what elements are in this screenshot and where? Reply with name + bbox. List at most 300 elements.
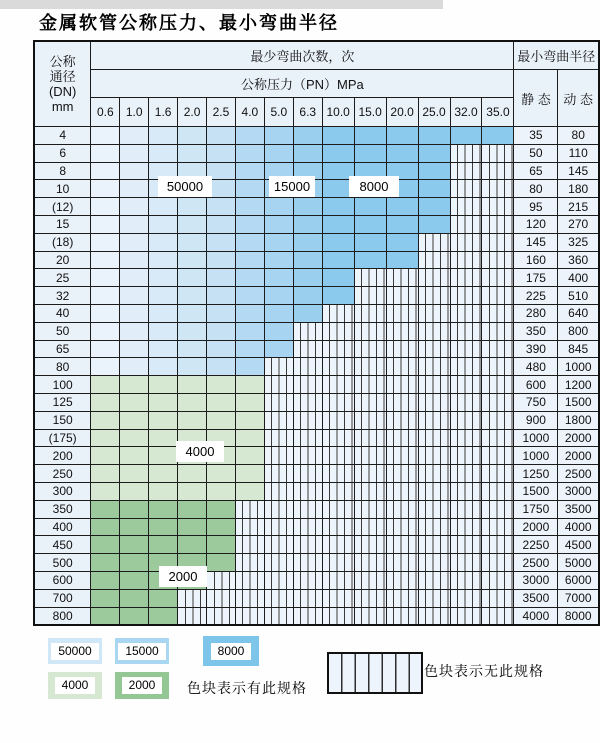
static-radius-value: 900 (514, 411, 558, 429)
spec-unavailable-cell (482, 251, 514, 269)
legend-swatch-4000 (48, 672, 102, 699)
spec-unavailable-cell (354, 518, 386, 536)
spec-available-cell (120, 571, 149, 589)
spec-available-cell (293, 215, 322, 233)
table-row (34, 482, 599, 500)
spec-available-cell (386, 251, 418, 269)
spec-unavailable-cell (418, 376, 450, 394)
legend-unavailable-note: 色块表示无此规格 (424, 663, 544, 679)
spec-unavailable-cell (450, 554, 482, 572)
spec-unavailable-cell (264, 518, 293, 536)
dn-cell: (175) (34, 429, 91, 447)
legend-available-note: 色块表示有此规格 (187, 680, 307, 696)
table-row (34, 251, 599, 269)
spec-available-cell (418, 127, 450, 145)
table-row (34, 411, 599, 429)
spec-unavailable-cell (418, 251, 450, 269)
spec-available-cell (235, 233, 264, 251)
spec-unavailable-cell (450, 322, 482, 340)
spec-available-cell (91, 411, 120, 429)
spec-available-cell (91, 554, 120, 572)
spec-unavailable-cell (235, 554, 264, 572)
spec-unavailable-cell (482, 482, 514, 500)
spec-unavailable-cell (386, 589, 418, 607)
spec-available-cell (178, 376, 207, 394)
table-row (34, 304, 599, 322)
spec-available-cell (149, 358, 178, 376)
spec-unavailable-cell (450, 482, 482, 500)
spec-available-cell (235, 447, 264, 465)
spec-available-cell (178, 536, 207, 554)
spec-available-cell (91, 287, 120, 305)
spec-unavailable-cell (264, 358, 293, 376)
spec-unavailable-cell (450, 144, 482, 162)
spec-available-cell (178, 144, 207, 162)
spec-unavailable-cell (386, 393, 418, 411)
spec-available-cell (418, 180, 450, 198)
spec-unavailable-cell (386, 607, 418, 625)
legend-swatch-label: 50000 (51, 643, 98, 660)
spec-available-cell (178, 518, 207, 536)
dynamic-radius-value: 325 (558, 233, 599, 251)
spec-available-cell (120, 162, 149, 180)
spec-available-cell (91, 162, 120, 180)
spec-unavailable-cell (354, 358, 386, 376)
dn-cell: (18) (34, 233, 91, 251)
spec-table-wrap (33, 40, 600, 626)
spec-unavailable-cell (482, 518, 514, 536)
spec-unavailable-cell (322, 358, 354, 376)
table-row (34, 215, 599, 233)
spec-available-cell (322, 269, 354, 287)
spec-available-cell (207, 304, 236, 322)
spec-unavailable-cell (386, 411, 418, 429)
dynamic-radius-value: 400 (558, 269, 599, 287)
bend-times-header: 最少弯曲次数，次 (91, 41, 514, 70)
static-radius-value: 35 (514, 127, 558, 145)
spec-unavailable-cell (293, 340, 322, 358)
spec-available-cell (149, 607, 178, 625)
spec-unavailable-cell (386, 358, 418, 376)
spec-available-cell (235, 180, 264, 198)
dynamic-radius-value: 640 (558, 304, 599, 322)
spec-available-cell (264, 287, 293, 305)
static-radius-value: 1000 (514, 429, 558, 447)
spec-available-cell (149, 304, 178, 322)
static-radius-value: 1500 (514, 482, 558, 500)
spec-available-cell (207, 536, 236, 554)
spec-available-cell (178, 251, 207, 269)
spec-unavailable-cell (482, 215, 514, 233)
spec-unavailable-cell (482, 269, 514, 287)
spec-available-cell (207, 215, 236, 233)
spec-available-cell (354, 127, 386, 145)
spec-available-cell (178, 500, 207, 518)
spec-unavailable-cell (450, 251, 482, 269)
spec-available-cell (386, 144, 418, 162)
spec-available-cell (207, 358, 236, 376)
static-radius-value: 600 (514, 376, 558, 394)
spec-unavailable-cell (264, 589, 293, 607)
spec-unavailable-cell (322, 554, 354, 572)
static-radius-value: 3000 (514, 571, 558, 589)
static-radius-value: 65 (514, 162, 558, 180)
spec-available-cell (235, 393, 264, 411)
spec-available-cell (91, 447, 120, 465)
nominal-pressure-header: 公称压力（PN）MPa (91, 70, 514, 98)
spec-unavailable-cell (482, 322, 514, 340)
spec-unavailable-cell (354, 536, 386, 554)
spec-available-cell (207, 144, 236, 162)
bend-times-label-4000: 4000 (176, 441, 224, 462)
spec-available-cell (207, 518, 236, 536)
spec-unavailable-cell (482, 198, 514, 216)
spec-unavailable-cell (235, 518, 264, 536)
spec-available-cell (235, 198, 264, 216)
spec-unavailable-cell (264, 607, 293, 625)
pressure-tick-20.0: 20.0 (386, 98, 418, 127)
static-radius-value: 2250 (514, 536, 558, 554)
spec-available-cell (120, 393, 149, 411)
dynamic-radius-value: 3000 (558, 482, 599, 500)
spec-unavailable-cell (418, 447, 450, 465)
spec-available-cell (322, 251, 354, 269)
spec-available-cell (207, 500, 236, 518)
spec-available-cell (450, 127, 482, 145)
spec-unavailable-cell (264, 465, 293, 483)
spec-unavailable-cell (354, 269, 386, 287)
spec-table (33, 40, 600, 626)
spec-available-cell (120, 482, 149, 500)
table-row (34, 447, 599, 465)
spec-available-cell (264, 340, 293, 358)
spec-unavailable-cell (354, 607, 386, 625)
spec-available-cell (207, 269, 236, 287)
spec-available-cell (207, 287, 236, 305)
table-row (34, 180, 599, 198)
dynamic-radius-value: 5000 (558, 554, 599, 572)
dn-cell: 450 (34, 536, 91, 554)
spec-available-cell (120, 251, 149, 269)
spec-available-cell (293, 269, 322, 287)
spec-unavailable-cell (293, 447, 322, 465)
table-row (34, 322, 599, 340)
spec-unavailable-cell (354, 554, 386, 572)
spec-available-cell (149, 322, 178, 340)
dynamic-radius-value: 80 (558, 127, 599, 145)
spec-available-cell (91, 180, 120, 198)
spec-available-cell (178, 411, 207, 429)
spec-available-cell (91, 376, 120, 394)
spec-available-cell (120, 198, 149, 216)
spec-available-cell (120, 376, 149, 394)
spec-available-cell (149, 482, 178, 500)
spec-unavailable-cell (293, 536, 322, 554)
dynamic-radius-value: 800 (558, 322, 599, 340)
spec-available-cell (293, 233, 322, 251)
dn-cell: 700 (34, 589, 91, 607)
spec-available-cell (207, 482, 236, 500)
spec-available-cell (91, 518, 120, 536)
static-radius-value: 3500 (514, 589, 558, 607)
static-radius-value: 480 (514, 358, 558, 376)
spec-unavailable-cell (482, 358, 514, 376)
spec-available-cell (235, 340, 264, 358)
spec-available-cell (91, 429, 120, 447)
spec-unavailable-cell (450, 233, 482, 251)
dn-cell: 80 (34, 358, 91, 376)
spec-available-cell (120, 411, 149, 429)
static-radius-value: 2500 (514, 554, 558, 572)
spec-available-cell (149, 411, 178, 429)
spec-available-cell (120, 322, 149, 340)
spec-available-cell (207, 411, 236, 429)
spec-available-cell (264, 215, 293, 233)
table-row (34, 162, 599, 180)
pressure-tick-1.6: 1.6 (149, 98, 178, 127)
spec-available-cell (120, 536, 149, 554)
spec-unavailable-cell (293, 322, 322, 340)
spec-unavailable-cell (235, 500, 264, 518)
spec-unavailable-cell (482, 233, 514, 251)
spec-unavailable-cell (450, 269, 482, 287)
table-row (34, 144, 599, 162)
spec-available-cell (91, 465, 120, 483)
spec-available-cell (178, 358, 207, 376)
dynamic-radius-value: 1800 (558, 411, 599, 429)
spec-unavailable-cell (178, 589, 207, 607)
spec-available-cell (264, 269, 293, 287)
spec-available-cell (120, 607, 149, 625)
dynamic-radius-value: 1000 (558, 358, 599, 376)
spec-unavailable-cell (450, 536, 482, 554)
spec-available-cell (149, 500, 178, 518)
pressure-tick-6.3: 6.3 (293, 98, 322, 127)
spec-unavailable-cell (322, 500, 354, 518)
spec-available-cell (120, 554, 149, 572)
static-radius-value: 50 (514, 144, 558, 162)
spec-unavailable-cell (207, 571, 236, 589)
spec-available-cell (120, 518, 149, 536)
table-row (34, 376, 599, 394)
page-title: 金属软管公称压力、最小弯曲半径 (39, 13, 339, 33)
dn-cell: 8 (34, 162, 91, 180)
spec-unavailable-cell (450, 518, 482, 536)
spec-unavailable-cell (354, 429, 386, 447)
spec-available-cell (386, 233, 418, 251)
spec-unavailable-cell (293, 429, 322, 447)
static-radius-value: 750 (514, 393, 558, 411)
dynamic-radius-value: 8000 (558, 607, 599, 625)
spec-unavailable-cell (264, 554, 293, 572)
dn-cell: 40 (34, 304, 91, 322)
spec-unavailable-cell (386, 269, 418, 287)
dn-cell: 350 (34, 500, 91, 518)
spec-unavailable-cell (322, 465, 354, 483)
spec-available-cell (293, 287, 322, 305)
legend-swatch-8000 (203, 636, 259, 666)
spec-available-cell (91, 340, 120, 358)
spec-unavailable-cell (482, 340, 514, 358)
spec-available-cell (207, 127, 236, 145)
spec-unavailable-cell (482, 607, 514, 625)
spec-available-cell (482, 127, 514, 145)
spec-available-cell (120, 233, 149, 251)
dn-cell: 50 (34, 322, 91, 340)
spec-unavailable-cell (235, 571, 264, 589)
table-row (34, 233, 599, 251)
spec-unavailable-cell (418, 233, 450, 251)
spec-unavailable-cell (322, 304, 354, 322)
table-row (34, 393, 599, 411)
spec-available-cell (178, 233, 207, 251)
spec-available-cell (207, 393, 236, 411)
spec-available-cell (178, 304, 207, 322)
spec-available-cell (322, 233, 354, 251)
spec-available-cell (322, 287, 354, 305)
spec-available-cell (91, 304, 120, 322)
legend-swatch-label: 2000 (122, 677, 163, 694)
spec-unavailable-cell (264, 571, 293, 589)
dn-cell: 25 (34, 269, 91, 287)
dn-cell: (12) (34, 198, 91, 216)
spec-available-cell (207, 554, 236, 572)
spec-available-cell (120, 340, 149, 358)
spec-unavailable-cell (207, 589, 236, 607)
spec-unavailable-cell (178, 607, 207, 625)
spec-available-cell (322, 127, 354, 145)
spec-unavailable-cell (386, 536, 418, 554)
spec-unavailable-cell (418, 393, 450, 411)
spec-available-cell (293, 127, 322, 145)
spec-available-cell (235, 376, 264, 394)
dynamic-radius-value: 4000 (558, 518, 599, 536)
spec-available-cell (322, 215, 354, 233)
dn-cell: 300 (34, 482, 91, 500)
pressure-tick-5.0: 5.0 (264, 98, 293, 127)
scan-artifact-strip (0, 0, 443, 9)
spec-unavailable-cell (482, 162, 514, 180)
spec-available-cell (386, 215, 418, 233)
spec-unavailable-cell (418, 518, 450, 536)
dynamic-column-header: 动 态 (558, 70, 599, 127)
pressure-tick-15.0: 15.0 (354, 98, 386, 127)
spec-available-cell (235, 411, 264, 429)
spec-available-cell (293, 251, 322, 269)
pressure-tick-10.0: 10.0 (322, 98, 354, 127)
spec-available-cell (235, 429, 264, 447)
spec-unavailable-cell (418, 536, 450, 554)
spec-available-cell (149, 198, 178, 216)
spec-unavailable-cell (354, 304, 386, 322)
spec-unavailable-cell (293, 482, 322, 500)
spec-unavailable-cell (293, 358, 322, 376)
spec-unavailable-cell (354, 571, 386, 589)
table-row (34, 127, 599, 145)
spec-unavailable-cell (482, 304, 514, 322)
spec-unavailable-cell (354, 411, 386, 429)
spec-unavailable-cell (482, 411, 514, 429)
dn-cell: 10 (34, 180, 91, 198)
spec-unavailable-cell (207, 607, 236, 625)
spec-unavailable-cell (264, 429, 293, 447)
spec-available-cell (354, 233, 386, 251)
spec-available-cell (235, 304, 264, 322)
spec-available-cell (178, 198, 207, 216)
spec-available-cell (207, 198, 236, 216)
spec-unavailable-cell (354, 500, 386, 518)
spec-available-cell (235, 465, 264, 483)
spec-unavailable-cell (450, 607, 482, 625)
spec-available-cell (207, 251, 236, 269)
spec-available-cell (235, 269, 264, 287)
spec-unavailable-cell (293, 411, 322, 429)
spec-unavailable-cell (322, 447, 354, 465)
spec-unavailable-cell (418, 607, 450, 625)
spec-available-cell (149, 251, 178, 269)
bend-times-label-8000: 8000 (349, 176, 399, 197)
spec-available-cell (149, 127, 178, 145)
spec-available-cell (149, 376, 178, 394)
dn-cell: 200 (34, 447, 91, 465)
spec-available-cell (354, 251, 386, 269)
spec-available-cell (149, 287, 178, 305)
spec-unavailable-cell (418, 340, 450, 358)
spec-unavailable-cell (322, 393, 354, 411)
dn-cell: 600 (34, 571, 91, 589)
bend-times-label-15000: 15000 (269, 176, 315, 197)
spec-available-cell (418, 198, 450, 216)
spec-unavailable-cell (418, 500, 450, 518)
dynamic-radius-value: 7000 (558, 589, 599, 607)
spec-available-cell (178, 127, 207, 145)
spec-available-cell (149, 518, 178, 536)
spec-available-cell (386, 127, 418, 145)
spec-available-cell (120, 287, 149, 305)
spec-available-cell (149, 340, 178, 358)
spec-unavailable-cell (322, 411, 354, 429)
spec-available-cell (120, 358, 149, 376)
spec-available-cell (264, 127, 293, 145)
spec-unavailable-cell (418, 589, 450, 607)
dynamic-radius-value: 145 (558, 162, 599, 180)
spec-available-cell (235, 287, 264, 305)
spec-unavailable-cell (293, 589, 322, 607)
spec-unavailable-cell (264, 411, 293, 429)
spec-unavailable-cell (354, 589, 386, 607)
spec-available-cell (149, 465, 178, 483)
spec-unavailable-cell (322, 607, 354, 625)
spec-unavailable-cell (450, 198, 482, 216)
dynamic-radius-value: 510 (558, 287, 599, 305)
spec-available-cell (91, 589, 120, 607)
spec-available-cell (178, 215, 207, 233)
spec-unavailable-cell (450, 465, 482, 483)
spec-available-cell (149, 429, 178, 447)
spec-available-cell (120, 447, 149, 465)
dn-cell: 150 (34, 411, 91, 429)
spec-available-cell (120, 589, 149, 607)
spec-unavailable-cell (354, 322, 386, 340)
spec-available-cell (120, 127, 149, 145)
static-column-header: 静 态 (514, 70, 558, 127)
spec-available-cell (235, 251, 264, 269)
spec-unavailable-cell (482, 500, 514, 518)
dynamic-radius-value: 360 (558, 251, 599, 269)
pressure-tick-4.0: 4.0 (235, 98, 264, 127)
spec-unavailable-cell (322, 322, 354, 340)
dynamic-radius-value: 1200 (558, 376, 599, 394)
